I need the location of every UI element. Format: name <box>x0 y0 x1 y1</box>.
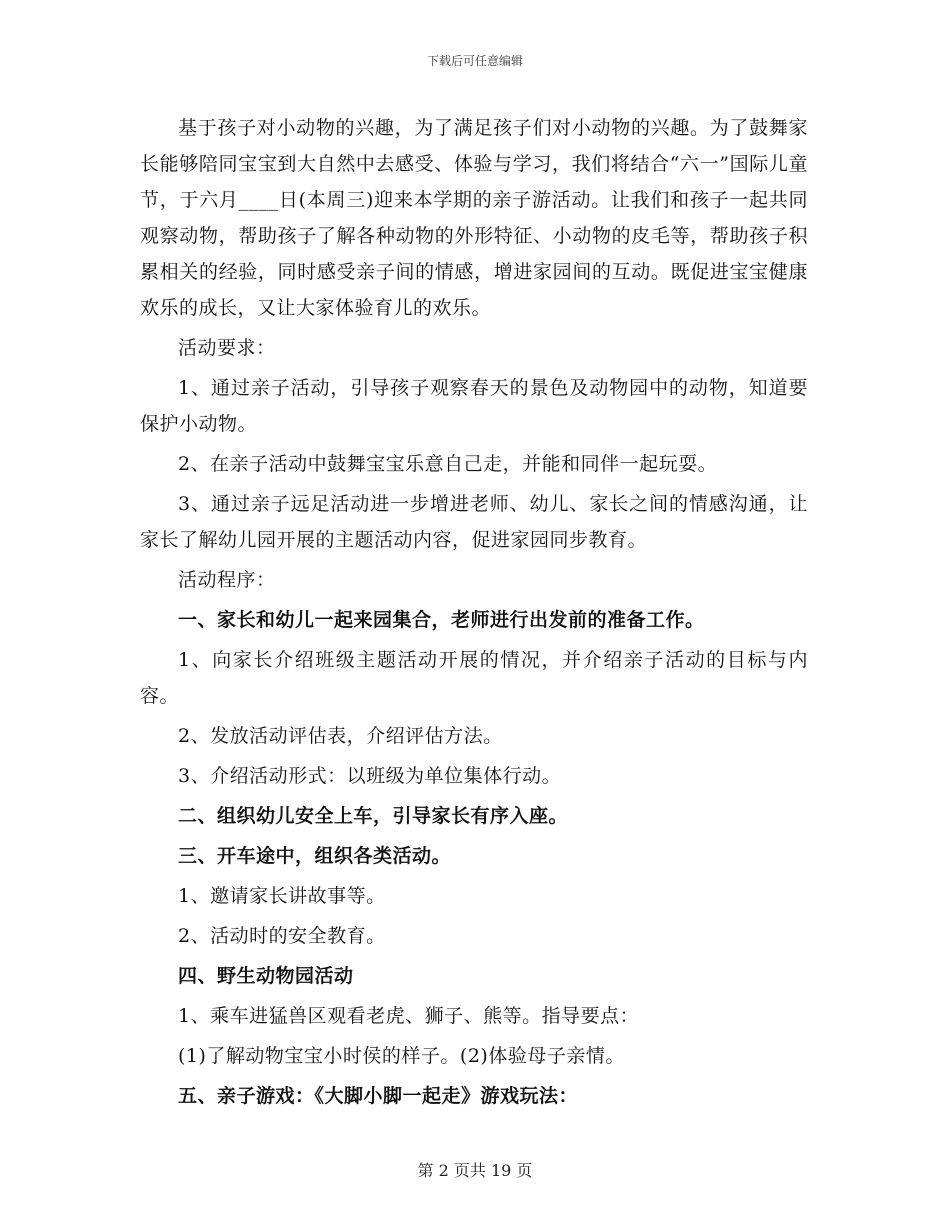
procedure-1-item-1: 1、向家长介绍班级主题活动开展的情况，并介绍亲子活动的目标与内容。 <box>140 649 808 707</box>
procedure-4-item-1: 1、乘车进猛兽区观看老虎、狮子、熊等。指导要点： <box>178 1005 640 1027</box>
section-label-procedure: 活动程序： <box>178 569 276 591</box>
requirement-item-2: 2、在亲子活动中鼓舞宝宝乐意自己走，并能和同伴一起玩耍。 <box>178 453 718 475</box>
page-number: 第 2 页共 19 页 <box>417 1161 533 1180</box>
procedure-1-item-3: 3、介绍活动形式：以班级为单位集体行动。 <box>178 765 562 787</box>
procedure-heading-3: 三、开车途中，组织各类活动。 <box>178 845 452 867</box>
document-body <box>140 110 808 1118</box>
procedure-1-item-2: 2、发放活动评估表，介绍评估方法。 <box>178 725 503 747</box>
procedure-heading-1: 一、家长和幼儿一起来园集合，老师进行出发前的准备工作。 <box>178 609 705 631</box>
section-label-requirements: 活动要求： <box>178 337 276 359</box>
procedure-heading-4: 四、野生动物园活动 <box>178 965 354 987</box>
procedure-heading-2: 二、组织幼儿安全上车，引导家长有序入座。 <box>178 805 569 827</box>
requirement-item-3: 3、通过亲子远足活动进一步增进老师、幼儿、家长之间的情感沟通，让家长了解幼儿园开展的主题活动内容，促进家园同步教育。 <box>140 493 808 551</box>
requirement-item-1: 1、通过亲子活动，引导孩子观察春天的景色及动物园中的动物，知道要保护小动物。 <box>140 377 808 435</box>
procedure-3-item-2: 2、活动时的安全教育。 <box>178 925 386 947</box>
procedure-3-item-1: 1、邀请家长讲故事等。 <box>178 885 386 907</box>
procedure-heading-5: 五、亲子游戏：《大脚小脚一起走》游戏玩法： <box>178 1085 579 1107</box>
procedure-4-points: (1)了解动物宝宝小时侯的样子。(2)体验母子亲情。 <box>178 1045 625 1067</box>
page-header: 下载后可任意编辑 <box>426 54 523 68</box>
intro-paragraph: 基于孩子对小动物的兴趣，为了满足孩子们对小动物的兴趣。为了鼓舞家长能够陪同宝宝到大自然中去感受、体验与学习，我们将结合“六一”国际儿童节，于六月____日(本周三)迎来本学期的亲子游活动。让我们和孩子一起共同观察动物，帮助孩子了解各种动物的外形特征、小动物的皮毛等，帮助孩子积累相关的经验，同时感受亲子间的情感，增进家园间的互动。既促进宝宝健康欢乐的成长，又让大家体验育儿的欢乐。 <box>140 117 808 319</box>
